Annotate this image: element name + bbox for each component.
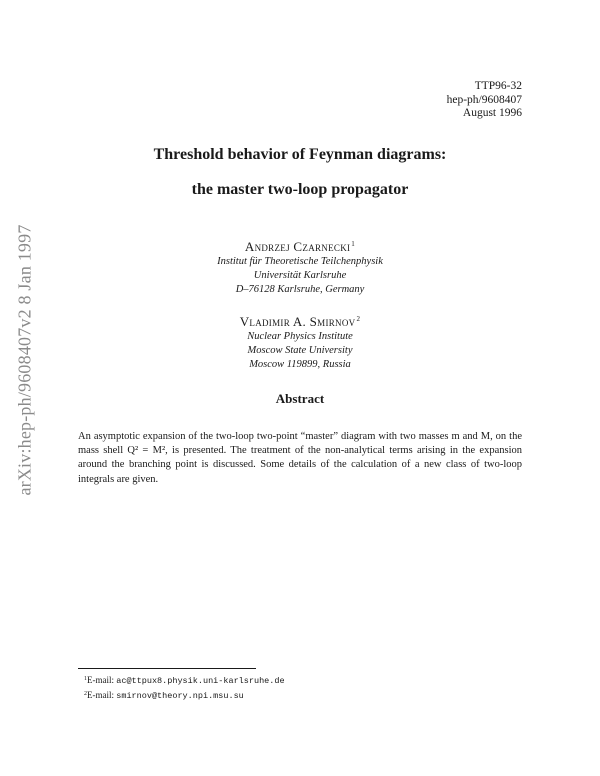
footnote-2: $^2$E-mail: smirnov@theory.npi.msu.su (84, 689, 244, 701)
author-name: Vladimir A. Smirnov$^2$ (239, 314, 361, 329)
author-name: Andrzej Czarnecki$^1$ (244, 239, 356, 254)
affiliation-line: Universität Karlsruhe (253, 270, 347, 281)
report-date: August 1996 (462, 107, 522, 119)
paper-title-line-2: the master two-loop propagator (191, 181, 409, 198)
email-link[interactable]: ac@ttpux8.physik.uni-karlsruhe.de (116, 676, 285, 686)
paper-title-line-1: Threshold behavior of Feynman diagrams: (153, 146, 447, 163)
footnote-marker: 2 (356, 315, 361, 323)
footnotes (84, 673, 285, 702)
abstract-heading: Abstract (275, 391, 325, 406)
author-block-2 (0, 311, 600, 372)
affiliation-line: Moscow 119899, Russia (249, 359, 351, 370)
footnote-1: $^1$E-mail: ac@ttpux8.physik.uni-karlsruhe.de (84, 675, 285, 686)
arxiv-id: hep-ph/9608407 (446, 93, 522, 106)
report-numbers (447, 80, 522, 121)
abstract-body (78, 430, 522, 487)
email-link[interactable]: smirnov@theory.npi.msu.su (116, 690, 244, 701)
affiliation-line: Institut für Theoretische Teilchenphysik (217, 256, 383, 267)
arxiv-stamp-text: arXiv:hep-ph/9608407v2 8 Jan 1997 (14, 224, 35, 496)
report-number: TTP96-32 (474, 80, 522, 92)
footnote-rule (78, 668, 256, 669)
affiliation-line: Nuclear Physics Institute (247, 331, 353, 342)
affiliation-line: Moscow State University (247, 345, 353, 356)
abstract-text: An asymptotic expansion of the two-loop two-point “master” diagram with two masses m and M, on the mass shell Q² = M², is presented. The treatment of the non-analytical terms arising in the expansion around the branching point is discussed. Some details of the calculation of a new class of two-loop integrals are given. (78, 431, 522, 485)
author-block-1 (0, 236, 600, 297)
affiliation-line: D–76128 Karlsruhe, Germany (235, 284, 365, 295)
footnote-marker: 1 (351, 240, 356, 248)
